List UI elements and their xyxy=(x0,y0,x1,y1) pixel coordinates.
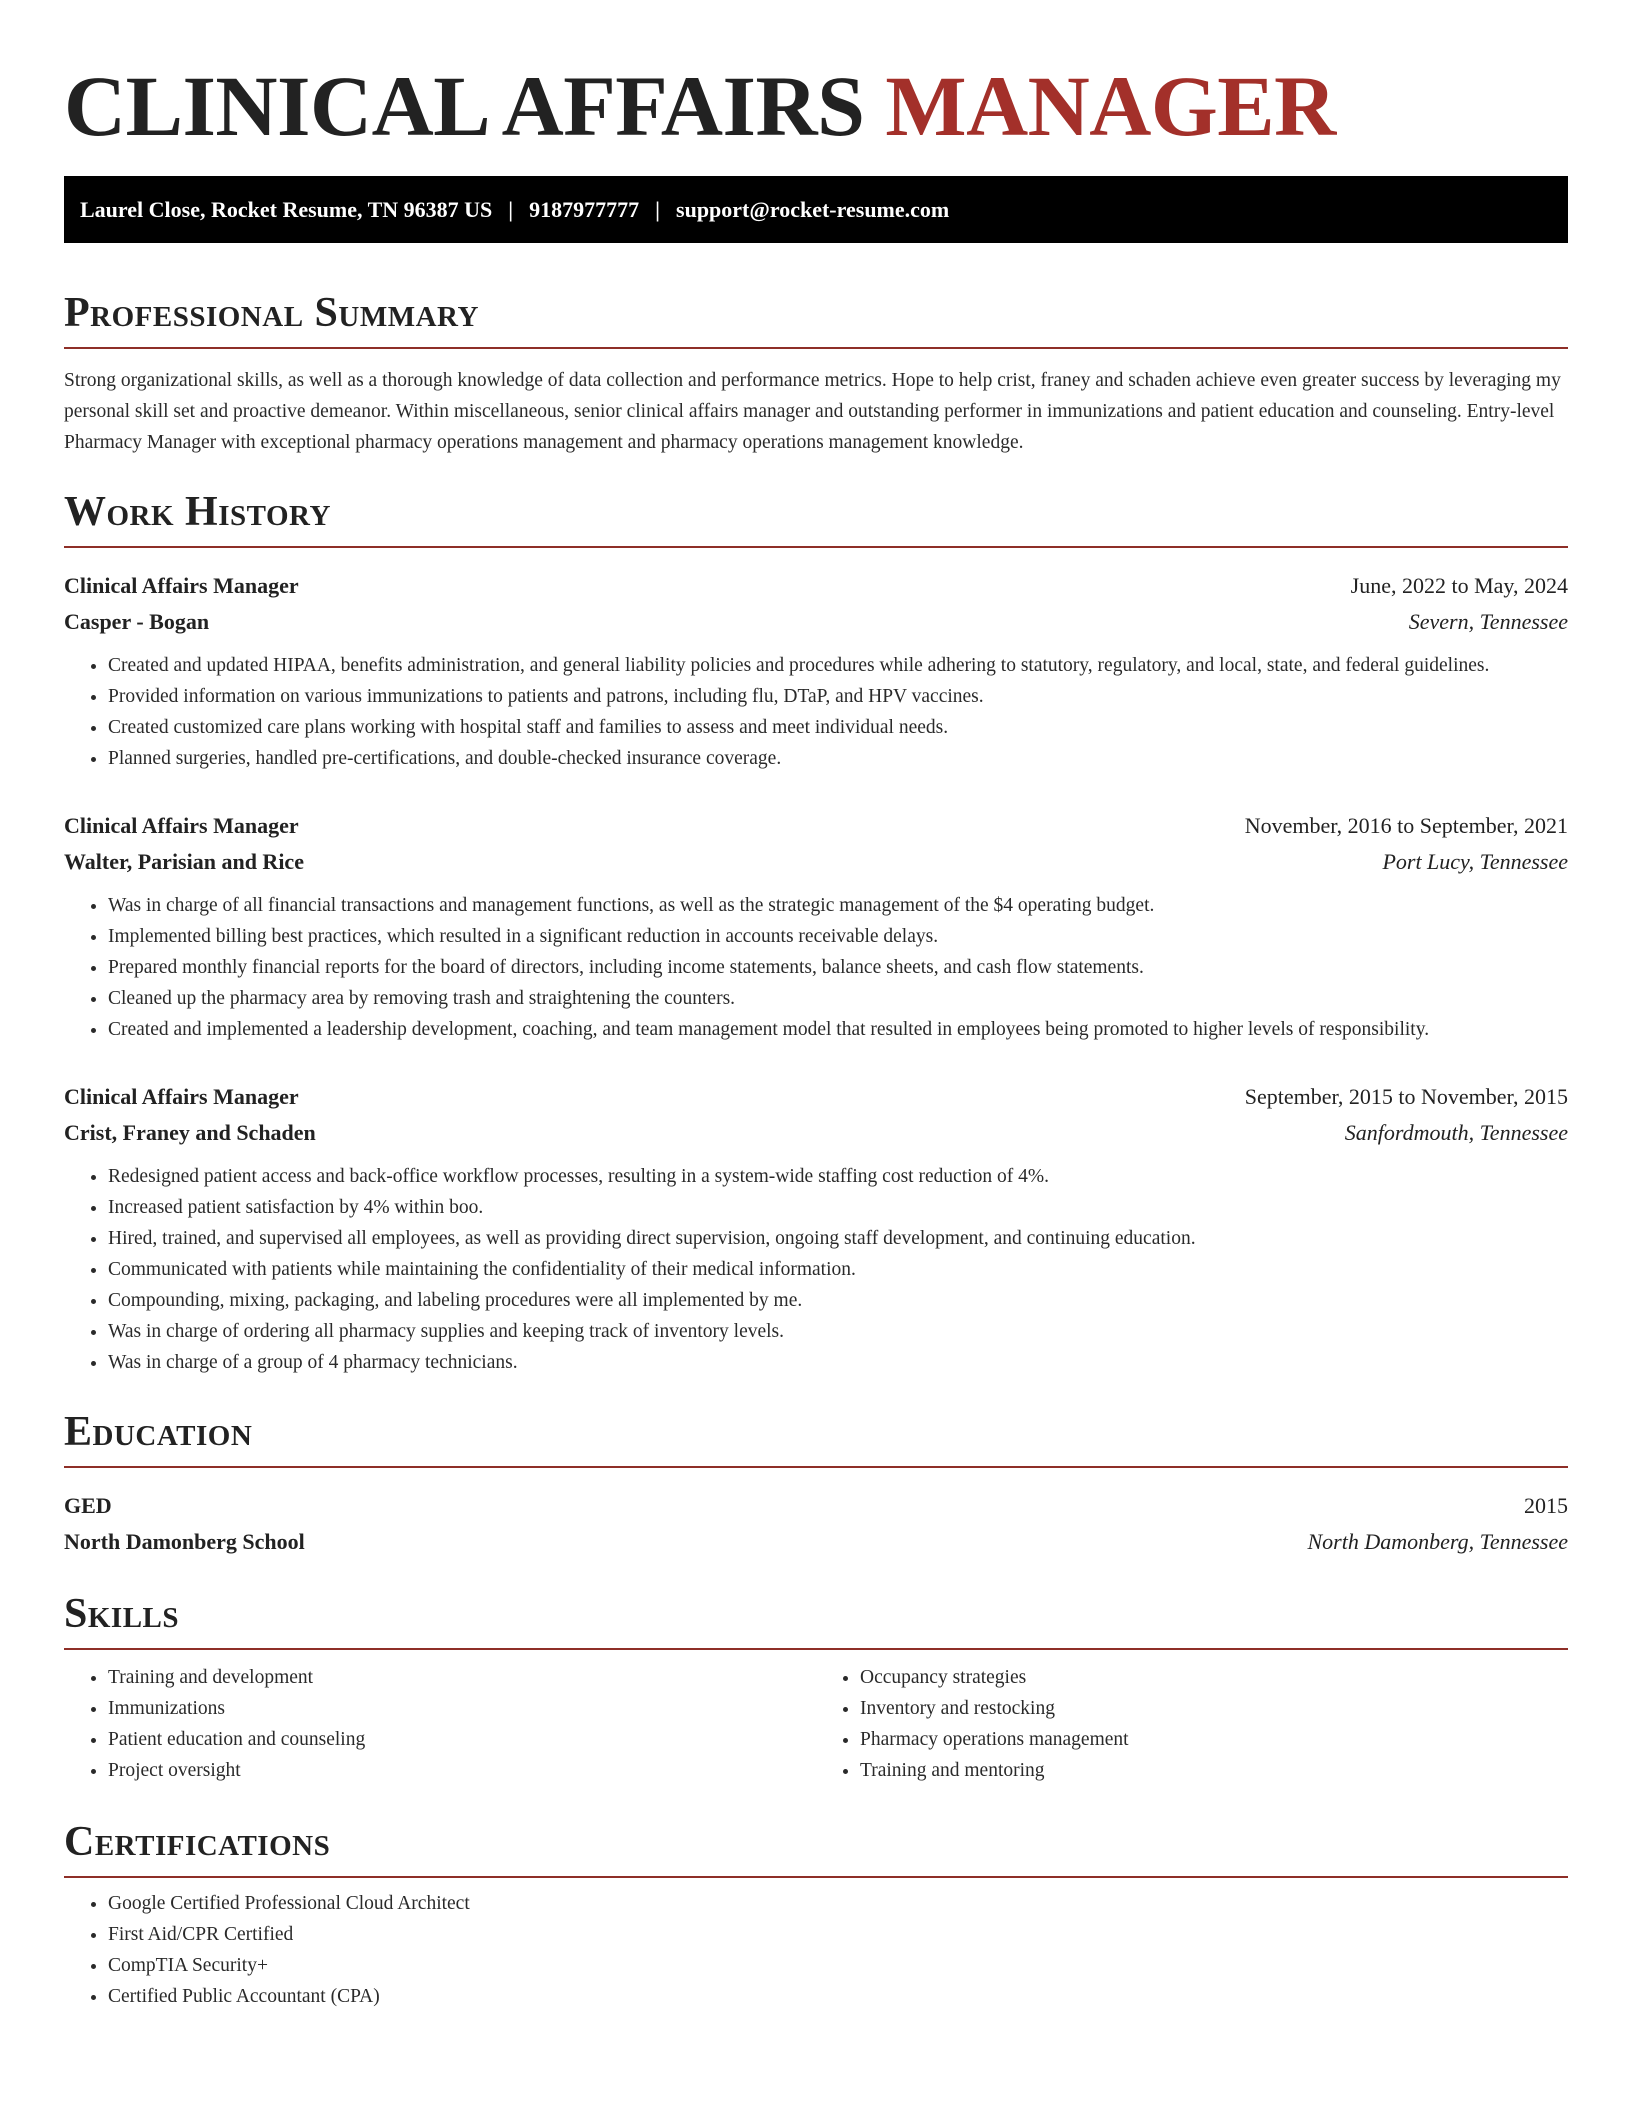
summary-text: Strong organizational skills, as well as a thorough knowledge of data collection and performance metrics. Hope to help crist, franey and schaden achieve even greater success by leveraging my personal skill set and proactive demeanor. Within miscellaneous, senior clinical affairs manager and outstanding performer in immunizations and patient education and counseling. Entry-level Pharmacy Manager with exceptional pharmacy operations management and pharmacy operations management knowledge. xyxy=(64,370,1561,453)
list-item: • Created customized care plans working with hospital staff and families to assess and meet individual needs. xyxy=(108,712,1568,743)
job-title: Clinical Affairs Manager xyxy=(64,813,299,838)
list-item: • Patient education and counseling xyxy=(108,1724,816,1755)
list-item: • Immunizations xyxy=(108,1693,816,1724)
contact-address: Laurel Close, Rocket Resume, TN 96387 US xyxy=(80,196,493,222)
list-item: • Increased patient satisfaction by 4% within boo. xyxy=(108,1192,1568,1223)
job-bullets xyxy=(64,650,1568,774)
contact-phone[interactable]: 9187977777 xyxy=(529,196,640,222)
education-school: North Damonberg School xyxy=(64,1529,305,1554)
list-item: • Compounding, mixing, packaging, and labeling procedures were all implemented by me. xyxy=(108,1285,1568,1316)
list-item: • Inventory and restocking xyxy=(860,1693,1568,1724)
job-bullets xyxy=(64,890,1568,1045)
job-title: Clinical Affairs Manager xyxy=(64,1084,299,1109)
list-item: • Implemented billing best practices, which resulted in a significant reduction in accounts receivable delays. xyxy=(108,921,1568,952)
job-title: Clinical Affairs Manager xyxy=(64,573,299,598)
education-heading: Education xyxy=(64,1406,1568,1468)
list-item: • Prepared monthly financial reports for the board of directors, including income statements, balance sheets, and cash flow statements. xyxy=(108,952,1568,983)
education-entry xyxy=(64,1488,1568,1560)
education-year: 2015 xyxy=(1524,1493,1568,1518)
page-title xyxy=(64,56,1568,156)
education-location: North Damonberg, Tennessee xyxy=(1307,1529,1568,1554)
list-item: • Was in charge of ordering all pharmacy supplies and keeping track of inventory levels. xyxy=(108,1316,1568,1347)
certifications-heading: Certifications xyxy=(64,1816,1568,1878)
job-location: Severn, Tennessee xyxy=(1408,609,1568,634)
job-location: Port Lucy, Tennessee xyxy=(1382,849,1568,874)
skills-heading: Skills xyxy=(64,1588,1568,1650)
skills-list-right xyxy=(816,1662,1568,1786)
list-item: • Created and implemented a leadership development, coaching, and team management model that resulted in employees being promoted to higher levels of responsibility. xyxy=(108,1014,1568,1045)
list-item: • Occupancy strategies xyxy=(860,1662,1568,1693)
summary-heading: Professional Summary xyxy=(64,287,1568,349)
list-item: • Cleaned up the pharmacy area by removing trash and straightening the counters. xyxy=(108,983,1568,1014)
list-item: • Certified Public Accountant (CPA) xyxy=(108,1981,1568,2012)
job-location: Sanfordmouth, Tennessee xyxy=(1344,1120,1568,1145)
title-accent: MANAGER xyxy=(885,58,1336,154)
contact-email[interactable]: support@rocket-resume.com xyxy=(676,196,950,222)
job-entry xyxy=(64,1079,1568,1378)
skills-list-left xyxy=(64,1662,816,1786)
list-item: • Hired, trained, and supervised all employees, as well as providing direct supervision, ongoing staff development, and continuing education. xyxy=(108,1223,1568,1254)
contact-separator: | xyxy=(508,196,514,222)
list-item: • Google Certified Professional Cloud Architect xyxy=(108,1888,1568,1919)
contact-separator: | xyxy=(655,196,661,222)
list-item: • Training and mentoring xyxy=(860,1755,1568,1786)
title-main: CLINICAL AFFAIRS xyxy=(64,58,865,154)
resume-page xyxy=(64,0,1568,2012)
job-dates: June, 2022 to May, 2024 xyxy=(1350,573,1568,598)
list-item: • Project oversight xyxy=(108,1755,816,1786)
job-entry xyxy=(64,808,1568,1045)
list-item: • First Aid/CPR Certified xyxy=(108,1919,1568,1950)
list-item: • Communicated with patients while maintaining the confidentiality of their medical information. xyxy=(108,1254,1568,1285)
job-company: Crist, Franey and Schaden xyxy=(64,1120,316,1145)
list-item: • Was in charge of a group of 4 pharmacy technicians. xyxy=(108,1347,1568,1378)
list-item: • Was in charge of all financial transactions and management functions, as well as the strategic management of the $4 operating budget. xyxy=(108,890,1568,921)
list-item: • Redesigned patient access and back-office workflow processes, resulting in a system-wide staffing cost reduction of 4%. xyxy=(108,1161,1568,1192)
work-history-heading: Work History xyxy=(64,486,1568,548)
job-company: Casper - Bogan xyxy=(64,609,210,634)
certifications-list xyxy=(64,1888,1568,2012)
job-dates: November, 2016 to September, 2021 xyxy=(1244,813,1568,838)
list-item: • Planned surgeries, handled pre-certifications, and double-checked insurance coverage. xyxy=(108,743,1568,774)
list-item: • Created and updated HIPAA, benefits administration, and general liability policies and procedures while adhering to statutory, regulatory, and local, state, and federal guidelines. xyxy=(108,650,1568,681)
job-dates: September, 2015 to November, 2015 xyxy=(1244,1084,1568,1109)
skills-columns xyxy=(64,1662,1568,1786)
list-item: • CompTIA Security+ xyxy=(108,1950,1568,1981)
list-item: • Training and development xyxy=(108,1662,816,1693)
job-company: Walter, Parisian and Rice xyxy=(64,849,304,874)
education-degree: GED xyxy=(64,1493,112,1518)
list-item: • Pharmacy operations management xyxy=(860,1724,1568,1755)
job-bullets xyxy=(64,1161,1568,1378)
contact-bar xyxy=(64,176,1568,243)
job-entry xyxy=(64,568,1568,774)
list-item: • Provided information on various immunizations to patients and patrons, including flu, DTaP, and HPV vaccines. xyxy=(108,681,1568,712)
